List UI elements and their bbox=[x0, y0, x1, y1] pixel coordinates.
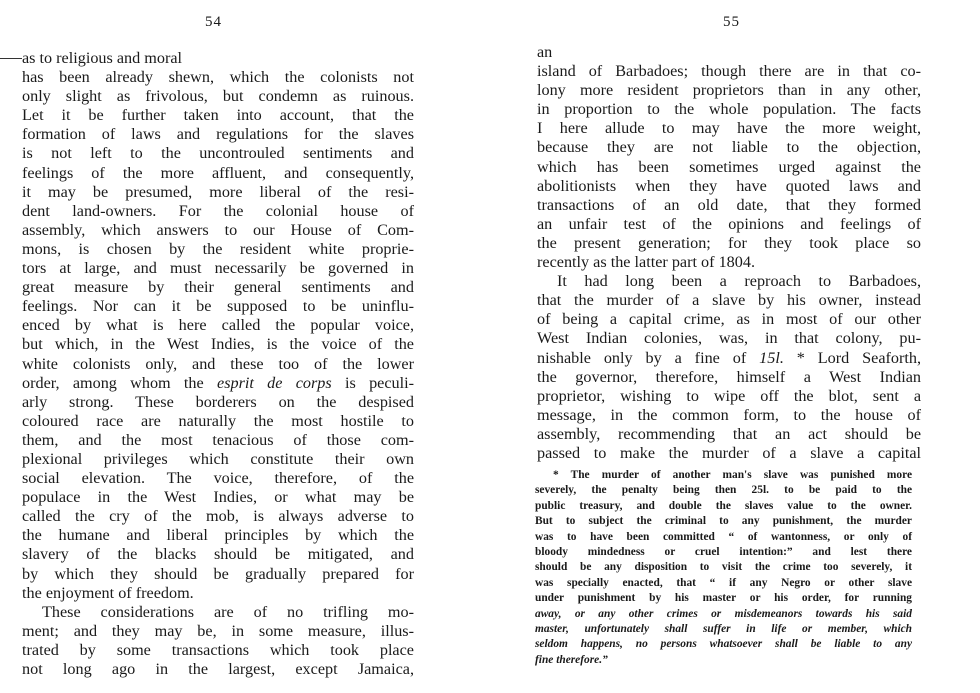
text-line: feelings of the more affluent, and consequently, bbox=[22, 163, 414, 182]
text-line: populace in the West Indies, or what may be bbox=[22, 488, 414, 507]
text-line: plexional privileges which constitute their own bbox=[22, 449, 414, 468]
italic-text: fine therefore.” bbox=[535, 653, 608, 666]
text-line: as to religious and moral bbox=[22, 49, 183, 67]
footnote-line: should be any disposition to visit the crime too severely, it bbox=[535, 561, 912, 574]
text-line: an unfair test of the opinions and feelings of bbox=[537, 214, 921, 233]
text-line: of being a capital crime, as in most of our other bbox=[537, 310, 921, 329]
footnote-line-italic bbox=[535, 607, 912, 622]
text-line: called the cry of the mob, is always adverse to bbox=[22, 507, 414, 526]
text-line: assembly, which answers to our House of Com- bbox=[22, 220, 414, 239]
text-line: white colonists only, and these too of the lower bbox=[22, 354, 414, 373]
text-line: in proportion to the whole population. The facts bbox=[537, 100, 921, 119]
text-line: lony more resident proprietors than in any other, bbox=[537, 81, 921, 100]
text-line: slavery of the blacks should be mitigated, and bbox=[22, 545, 414, 564]
text-line: enced by what is here called the popular voice, bbox=[22, 316, 414, 335]
text-line: island of Barbadoes; though there are in that co- bbox=[537, 62, 921, 81]
text-line: message, in the common form, to the house of bbox=[537, 405, 921, 424]
text-line: by which they should be gradually prepared for bbox=[22, 564, 414, 583]
italic-text: master, unfortunately shall suffer in life or member, which bbox=[535, 622, 912, 635]
right-body-text bbox=[537, 43, 921, 463]
text-line: I here allude to may have the more weight, bbox=[537, 119, 921, 138]
footnote-line: bloody mindedness or cruel intention:” and lest there bbox=[535, 545, 912, 558]
text-line: Let it be further taken into account, that the bbox=[22, 106, 414, 125]
text-segment: order, among whom the bbox=[22, 373, 204, 392]
footnote-line: But to subject the criminal to any punishment, the murder bbox=[535, 515, 912, 528]
left-body-text bbox=[22, 49, 414, 679]
text-line: the humane and liberal principles by which the bbox=[22, 526, 414, 545]
text-line: recently as the latter part of 1804. bbox=[537, 253, 755, 272]
text-line: coloured race are naturally the most hostile to bbox=[22, 411, 414, 430]
text-line: These considerations are of no trifling mo- bbox=[42, 602, 414, 621]
text-line: great measure by their general sentiments and bbox=[22, 278, 414, 297]
text-line: the governor, therefore, himself a West Indian bbox=[537, 367, 921, 386]
text-line: passed to make the murder of a slave a capital bbox=[537, 443, 921, 462]
text-line: proprietor, wishing to wipe off the blot, sent a bbox=[537, 386, 921, 405]
text-line: the present generation; for they took place so bbox=[537, 233, 921, 252]
page-number-right: 55 bbox=[723, 14, 740, 30]
text-line-italic-phrase bbox=[22, 374, 414, 393]
footnote-line: * The murder of another man's slave was punished more bbox=[553, 469, 912, 481]
text-line: it may be presumed, more liberal of the resi- bbox=[22, 182, 414, 201]
text-line: formation of laws and regulations for the slaves bbox=[22, 125, 414, 144]
text-line: transactions of an old date, that they formed bbox=[537, 195, 921, 214]
text-line: West Indian colonies, was, in that colony, pu- bbox=[537, 329, 921, 348]
text-line: It had long been a reproach to Barbadoes, bbox=[557, 272, 921, 291]
text-line: not long ago in the largest, except Jamaica, bbox=[22, 660, 414, 678]
text-line: assembly, recommending that an act should be bbox=[537, 424, 921, 443]
footnote-line: severely, the penalty being then 25l. to be paid to the bbox=[535, 484, 912, 497]
text-line: only slight as frivolous, but condemn as ruinous. bbox=[22, 87, 414, 106]
text-line: the enjoyment of freedom. bbox=[22, 583, 194, 602]
text-line: has been already shewn, which the colonists not bbox=[22, 68, 414, 87]
text-line-fine bbox=[537, 349, 921, 368]
italic-phrase: esprit de corps bbox=[217, 373, 332, 392]
text-segment: is peculi- bbox=[331, 373, 415, 392]
catchword-rule bbox=[0, 58, 22, 59]
footnote-line: was specially enacted, that “ if any Negro or other slave bbox=[535, 576, 912, 589]
text-line: because they are not liable to the objection, bbox=[537, 138, 921, 157]
page-number-left: 54 bbox=[205, 14, 222, 30]
text-line: feelings. Nor can it be supposed to be uninflu- bbox=[22, 297, 414, 316]
text-line: them, and the most tenacious of those com- bbox=[22, 430, 414, 449]
italic-text: away, or any other crimes or misdemeanors towards his said bbox=[535, 607, 912, 620]
footnote-line: public treasury, and double the slaves value to the owner. bbox=[535, 499, 912, 512]
text-line: an bbox=[537, 43, 553, 61]
text-line: dent land-owners. For the colonial house of bbox=[22, 201, 414, 220]
text-line: arly strong. These borderers on the despised bbox=[22, 392, 414, 411]
fine-amount: 15l. bbox=[759, 348, 784, 367]
footnote-line: under punishment by his master or his order, for running bbox=[535, 592, 912, 605]
text-line: tors at large, and must necessarily be governed in bbox=[22, 259, 414, 278]
footnote-line-italic bbox=[535, 637, 912, 652]
footnote bbox=[535, 468, 912, 668]
text-line: trated by some transactions which took place bbox=[22, 640, 414, 659]
footnote-line: was to have been committed “ of wantonness, or only of bbox=[535, 530, 912, 543]
italic-text: seldom happens, no persons whatsoever shall be liable to any bbox=[535, 638, 912, 651]
footnote-line-italic bbox=[535, 622, 912, 637]
text-segment: nishable only by a fine of bbox=[537, 348, 747, 367]
text-line: social elevation. The voice, therefore, of the bbox=[22, 469, 414, 488]
text-line: that the murder of a slave by his owner, instead bbox=[537, 291, 921, 310]
text-line: which has been sometimes urged against the bbox=[537, 157, 921, 176]
text-line: mons, is chosen by the resident white proprie- bbox=[22, 239, 414, 258]
text-line: ment; and they may be, in some measure, illus- bbox=[22, 621, 414, 640]
text-line: abolitionists when they have quoted laws and bbox=[537, 176, 921, 195]
text-segment: * Lord Seaforth, bbox=[796, 348, 922, 367]
text-line: but which, in the West Indies, is the voice of the bbox=[22, 335, 414, 354]
text-line: is not left to the uncontrouled sentiments and bbox=[22, 144, 414, 163]
footnote-line-italic bbox=[535, 653, 912, 668]
